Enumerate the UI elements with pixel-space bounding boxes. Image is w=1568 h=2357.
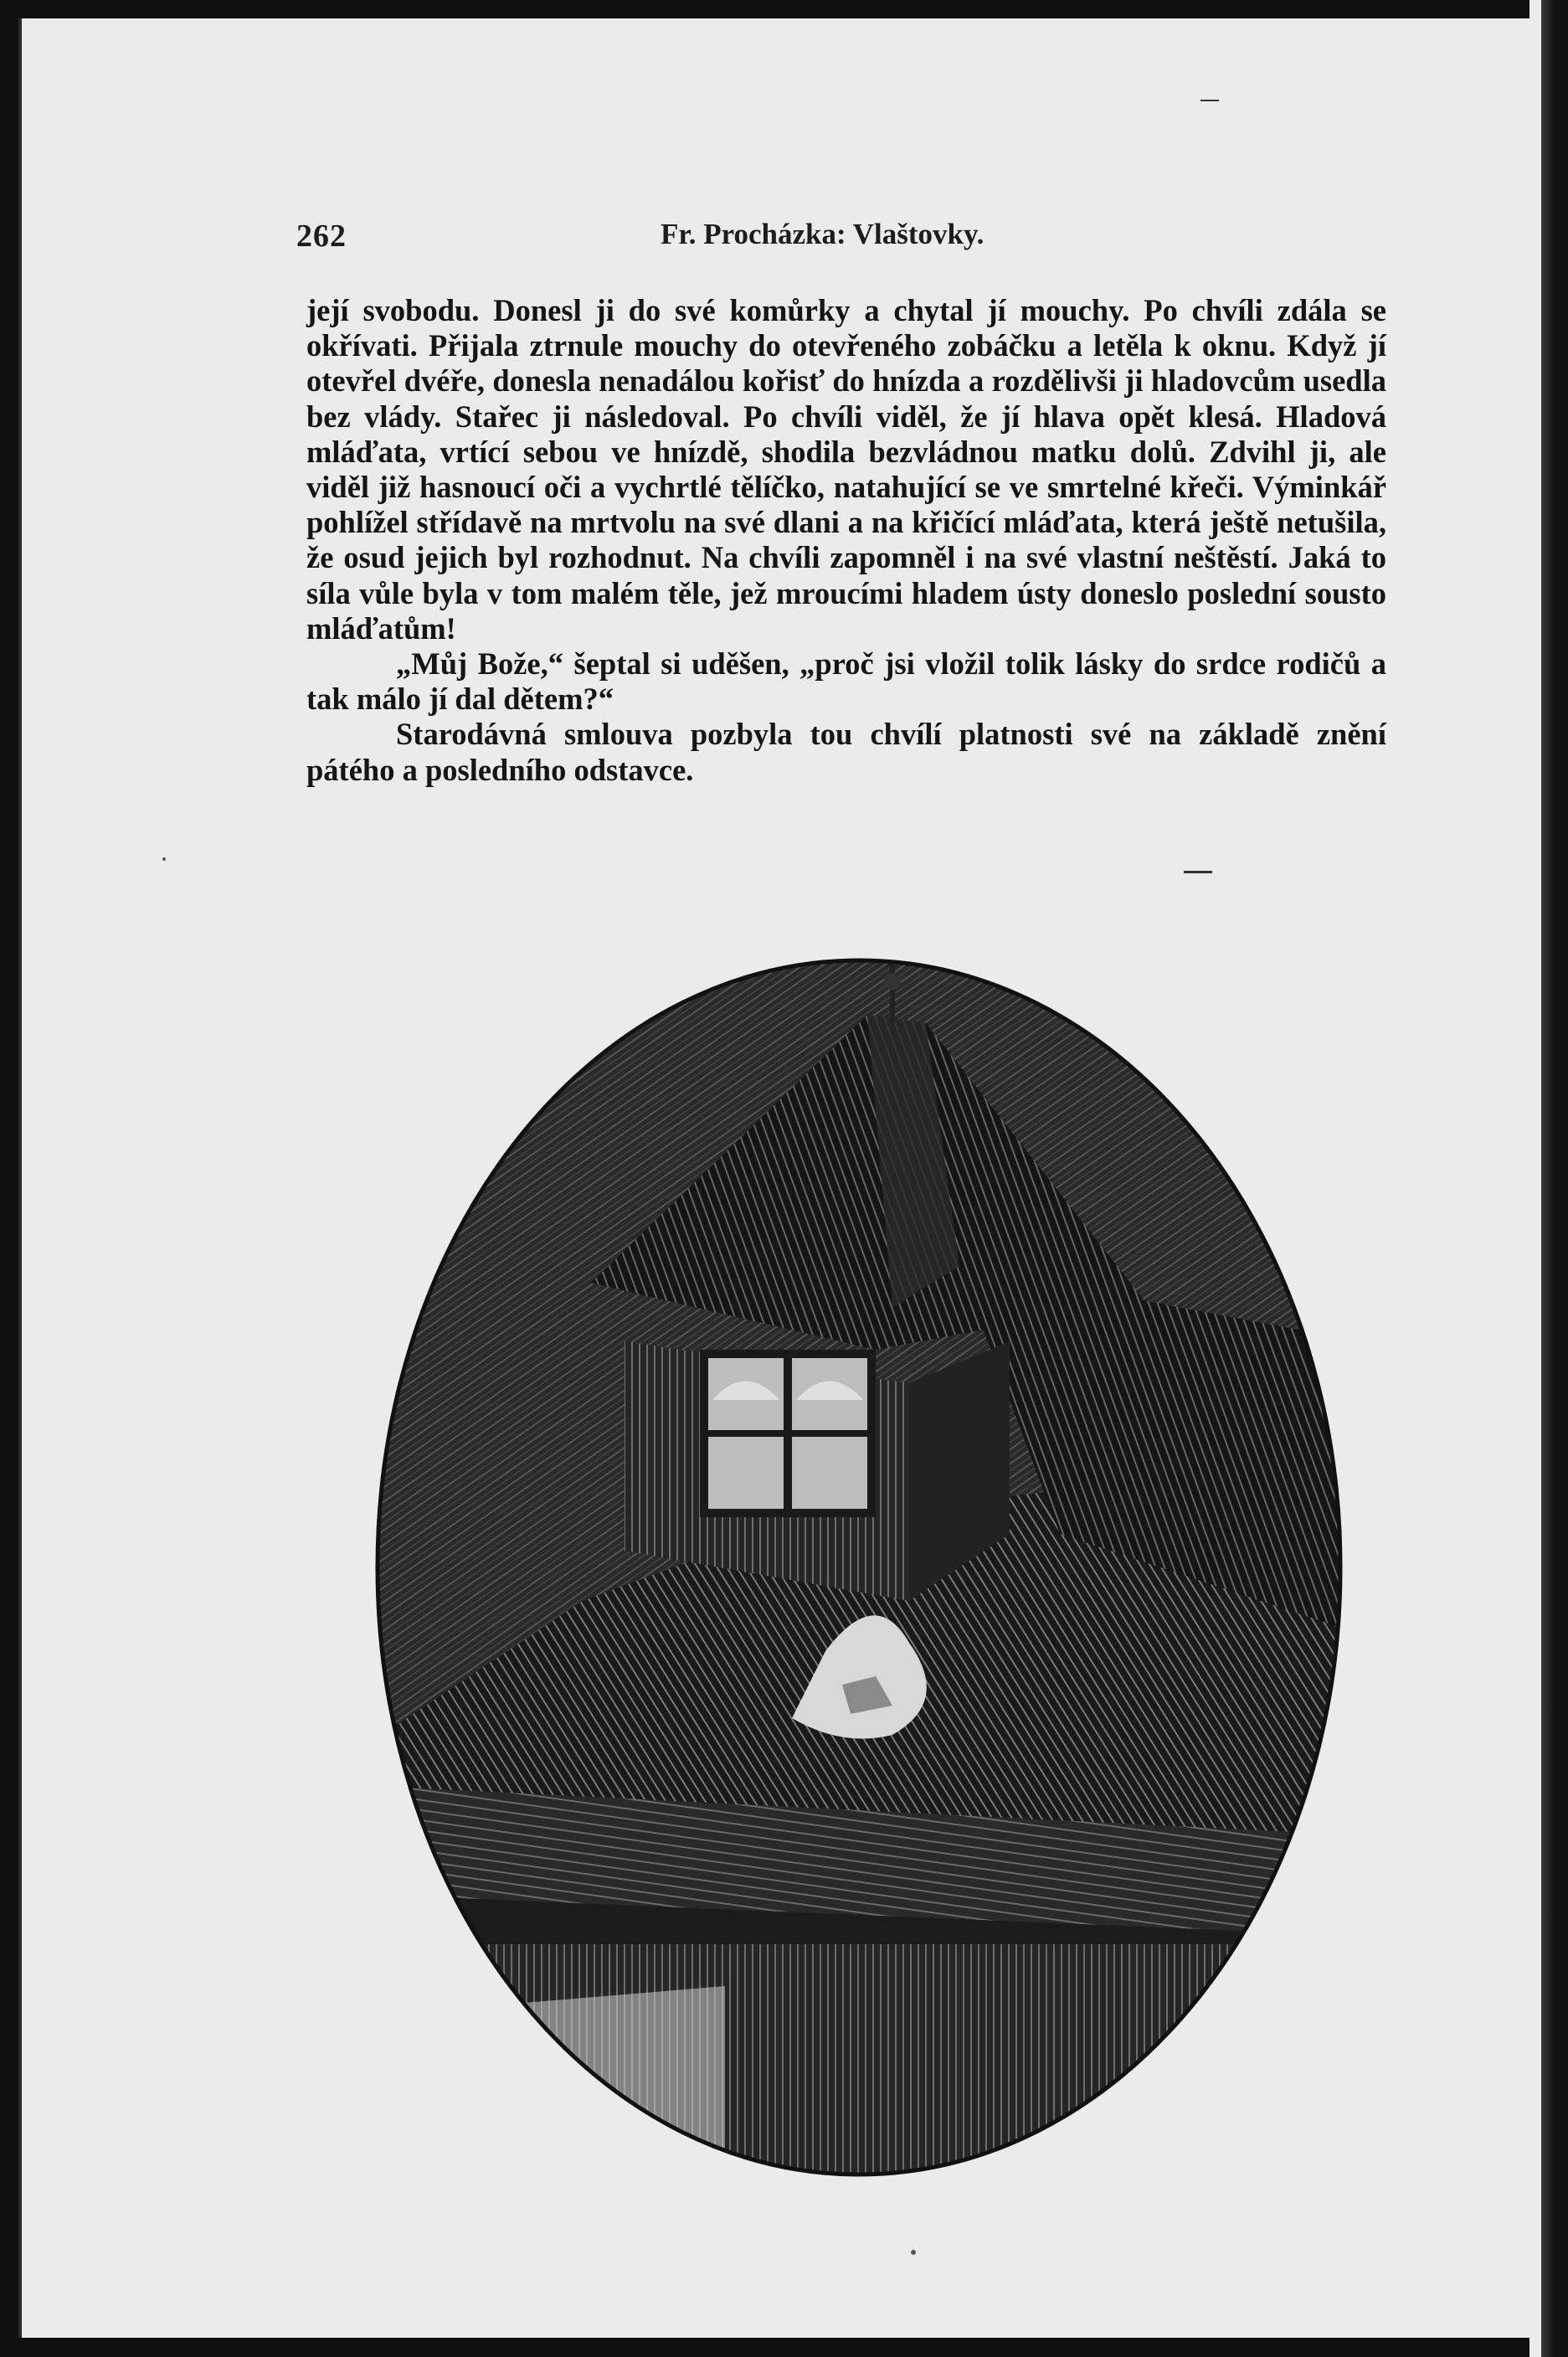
paragraph-3: Starodávná smlouva pozbyla tou chvílí platnosti své na základě znění pátého a posledního odstavce. [306, 717, 1386, 787]
dust-speck [162, 857, 166, 861]
paragraph-1: její svobodu. Donesl ji do své komůrky a chytal jí mouchy. Po chvíli zdála se okřívati. Přijala ztrnule mouchy do otevřeného zobáčku a letěla k oknu. Když jí otevřel dvéře, donesla nenadálou kořisť do hnízda a rozdělivši ji hladovcům usedla bez vlády. Stařec ji následoval. Po chvíli viděl, že jí hlava opět klesá. Hladová mláďata, vrtící sebou ve hnízdě, shodila bezvládnou matku dolů. Zdvihl ji, ale viděl již hasnoucí oči a vychrtlé tělíčko, natahující se ve smrtelné křeči. Výminkář pohlížel střídavě na mrtvolu na své dlani a na křičící mláďata, která ještě netušila, že osud jejich byl rozhodnut. Na chvíli zapomněl i na své vlastní neštěstí. Jaká to síla vůle byla v tom malém těle, jež mroucími hladem ústy doneslo poslední sousto mláďatům! [306, 293, 1386, 646]
dust-speck [911, 2250, 916, 2255]
paragraph-2: „Můj Bože,“ šeptal si uděšen, „proč jsi vložil tolik lásky do srdce rodičů a tak málo jí dal dětem?“ [306, 646, 1386, 717]
page-number: 262 [296, 219, 347, 254]
scan-mark [1200, 100, 1219, 101]
book-page [18, 18, 1533, 2338]
page-header [288, 218, 1033, 260]
scan-mark [1184, 871, 1212, 873]
engraving-roof-dormer-illustration [373, 948, 1353, 2179]
scan-edge [1529, 0, 1568, 2357]
body-text [306, 293, 1386, 788]
running-title: Fr. Procházka: Vlaštovky. [661, 218, 984, 250]
